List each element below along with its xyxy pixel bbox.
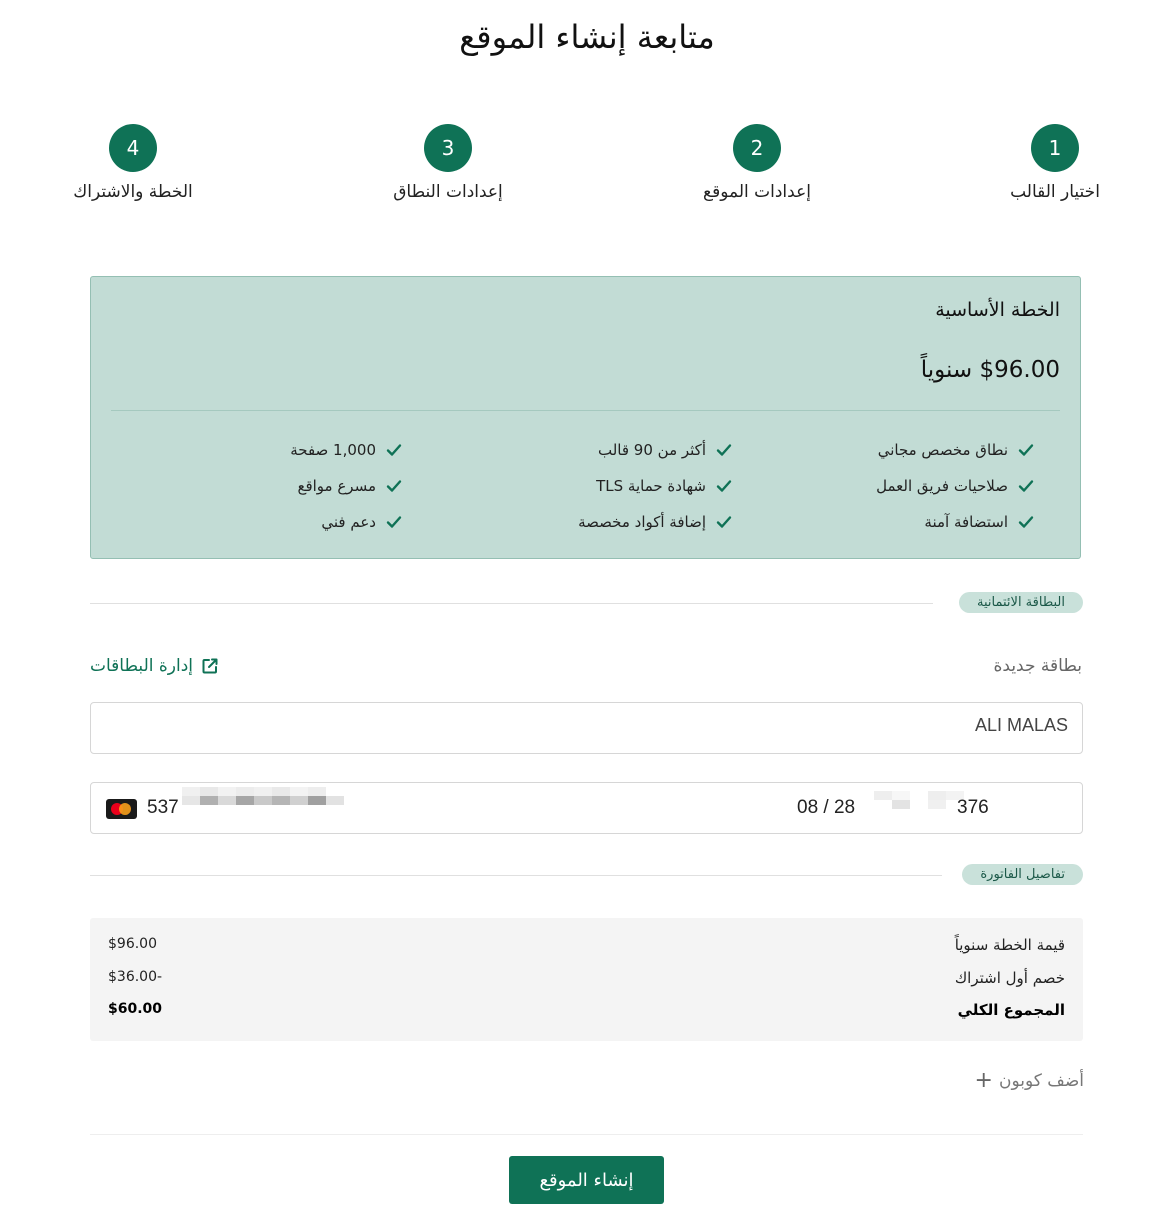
add-coupon-label: أضف كوبون	[998, 1071, 1084, 1091]
check-icon	[1018, 478, 1034, 494]
invoice-summary	[90, 918, 1083, 1041]
feature-item	[878, 441, 1034, 459]
check-icon	[716, 442, 732, 458]
step-1	[955, 124, 1155, 202]
plan-divider	[111, 410, 1060, 411]
check-icon	[1018, 442, 1034, 458]
feature-item	[578, 513, 732, 531]
feature-label: مسرع مواقع	[297, 477, 376, 495]
check-icon	[1018, 514, 1034, 530]
invoice-row-value: $36.00-	[108, 969, 163, 985]
feature-label: دعم فني	[321, 513, 376, 531]
masked-cvc	[874, 791, 964, 809]
feature-item	[598, 441, 732, 459]
feature-label: إضافة أكواد مخصصة	[578, 513, 706, 531]
step-2	[657, 124, 857, 202]
feature-item	[297, 477, 402, 495]
step-number: 4	[109, 124, 157, 172]
step-number: 3	[424, 124, 472, 172]
step-label: إعدادات الموقع	[703, 182, 811, 202]
invoice-total-label: المجموع الكلي	[957, 1001, 1065, 1019]
invoice-row-value: $96.00	[108, 936, 157, 952]
plan-price: $96.00 سنوياً	[920, 357, 1060, 383]
check-icon	[716, 514, 732, 530]
feature-item	[596, 477, 732, 495]
section-divider	[90, 603, 933, 604]
plus-icon: +	[974, 1068, 993, 1093]
cardholder-name-field[interactable]	[90, 702, 1083, 754]
invoice-row-label: قيمة الخطة سنوياً	[954, 936, 1065, 954]
card-expiry-value: 08 / 28	[797, 797, 856, 818]
card-cvc-value: 376	[957, 797, 989, 818]
feature-label: شهادة حماية TLS	[596, 477, 706, 495]
manage-cards-link[interactable]	[90, 656, 219, 676]
manage-cards-label: إدارة البطاقات	[90, 656, 194, 676]
section-divider	[90, 875, 942, 876]
new-card-label: بطاقة جديدة	[993, 656, 1082, 676]
add-coupon-link[interactable]	[975, 1070, 1084, 1092]
feature-label: نطاق مخصص مجاني	[877, 441, 1008, 459]
cardholder-name-value: ALI MALAS	[974, 715, 1068, 735]
feature-item	[321, 513, 402, 531]
plan-name: الخطة الأساسية	[935, 299, 1060, 321]
feature-label: 1,000 صفحة	[290, 441, 376, 459]
check-icon	[386, 442, 402, 458]
feature-label: صلاحيات فريق العمل	[876, 477, 1008, 495]
feature-item	[924, 513, 1034, 531]
footer-divider	[90, 1134, 1083, 1135]
invoice-total-value: $60.00	[108, 1001, 163, 1017]
step-number: 2	[733, 124, 781, 172]
create-site-button[interactable]: إنشاء الموقع	[509, 1156, 664, 1204]
invoice-row	[108, 936, 1065, 958]
step-number: 1	[1031, 124, 1079, 172]
card-details-field[interactable]	[90, 782, 1083, 834]
credit-card-section-pill: البطاقة الائتمانية	[959, 592, 1083, 613]
step-3	[348, 124, 548, 202]
check-icon	[386, 514, 402, 530]
check-icon	[386, 478, 402, 494]
feature-item	[290, 441, 402, 459]
check-icon	[716, 478, 732, 494]
page-title: متابعة إنشاء الموقع	[459, 18, 715, 56]
step-4	[33, 124, 233, 202]
step-label: إعدادات النطاق	[393, 182, 503, 202]
feature-item	[876, 477, 1034, 495]
plan-card	[90, 276, 1081, 559]
mastercard-icon	[106, 799, 137, 819]
invoice-row	[108, 969, 1065, 991]
card-number-value: 537	[147, 797, 179, 818]
step-label: الخطة والاشتراك	[73, 182, 193, 202]
feature-label: استضافة آمنة	[924, 513, 1008, 531]
feature-label: أكثر من 90 قالب	[597, 441, 706, 459]
invoice-row-label: خصم أول اشتراك	[954, 969, 1065, 987]
step-label: اختيار القالب	[1010, 182, 1100, 202]
invoice-section-pill: تفاصيل الفاتورة	[962, 864, 1083, 885]
external-link-icon	[201, 657, 219, 675]
invoice-total-row	[108, 1001, 1065, 1023]
masked-card-number	[182, 787, 344, 805]
